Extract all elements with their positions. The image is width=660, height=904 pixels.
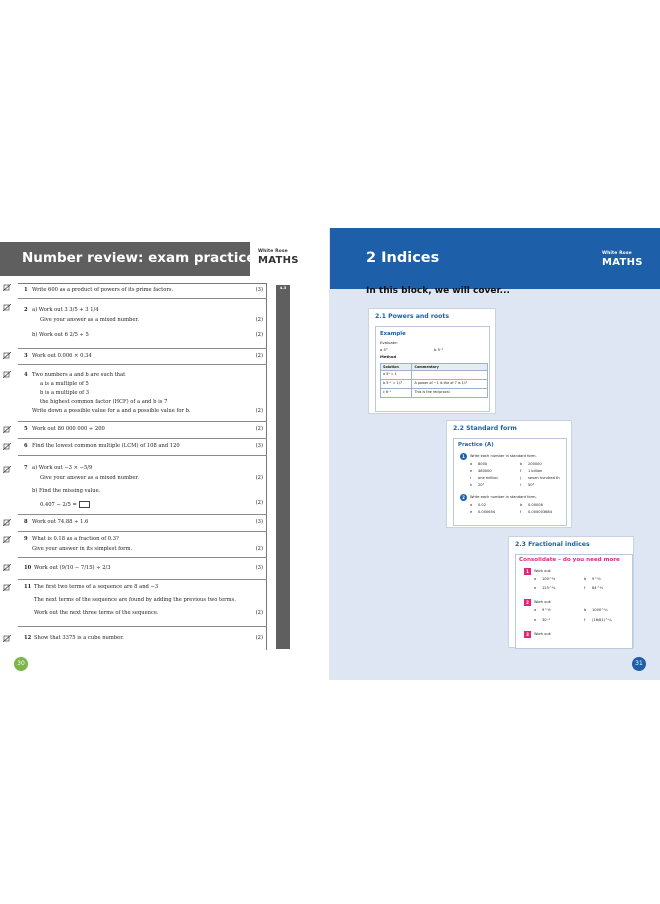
question-badge-3: 3 xyxy=(524,631,531,638)
item-letter: e xyxy=(534,618,537,622)
question-text: Write down a possible value for a and a possible value for b. xyxy=(32,408,191,414)
question-number: 7 xyxy=(24,465,28,471)
practice-title: Practice (A) xyxy=(458,442,494,448)
item-value: 125^⅓ xyxy=(542,586,556,590)
table-header: Solution xyxy=(381,364,412,371)
question-text: Work out 0.006 × 0.34 xyxy=(32,353,92,359)
cover-heading: In this block, we will cover... xyxy=(366,286,510,296)
no-calculator-icon xyxy=(3,564,11,571)
item-value: 0.000003684 xyxy=(528,510,553,514)
question-badge-2: 2 xyxy=(524,599,531,606)
item-value: 20² xyxy=(478,483,485,487)
method-label: Method xyxy=(380,354,397,359)
question-text: Give your answer as a mixed number. xyxy=(40,475,139,481)
question-number: 9 xyxy=(24,536,28,542)
question-number: 11 xyxy=(24,584,32,590)
consolidate-title: Consolidate – do you need more xyxy=(519,557,620,563)
question-8 xyxy=(18,515,267,532)
page-number-right: 31 xyxy=(632,657,646,671)
example-title: Example xyxy=(380,331,406,337)
question-mark: (3) xyxy=(255,565,263,571)
logo-maths-text: MATHS xyxy=(602,256,643,268)
no-calculator-icon xyxy=(3,635,11,642)
no-calculator-icon xyxy=(3,426,11,433)
question-number: 1 xyxy=(24,287,28,293)
item-value: 64^⅓ xyxy=(592,586,604,590)
table-cell: a 5⁰ = 1 xyxy=(381,371,412,380)
question-text: Write 600 as a product of powers of its prime factors. xyxy=(32,287,174,293)
question-number: 12 xyxy=(24,635,32,641)
question-badge-2: 2 xyxy=(460,494,467,501)
question-text: the highest common factor (HCF) of a and b is 7 xyxy=(40,399,168,405)
question-number: 4 xyxy=(24,372,28,378)
item-letter: b xyxy=(520,503,523,507)
item-letter: f xyxy=(520,510,522,514)
question-text: b is a multiple of 3 xyxy=(40,390,90,396)
question-4 xyxy=(18,365,267,422)
question-3 xyxy=(18,349,267,365)
question-text: Two numbers a and b are such that xyxy=(32,372,126,378)
right-page xyxy=(330,228,660,680)
question-mark: (2) xyxy=(255,610,263,616)
missing-value-line xyxy=(40,501,90,509)
question-text: Find the lowest common multiple (LCM) of 108 and 120 xyxy=(32,443,180,449)
card-fractional-indices xyxy=(508,536,634,648)
item-value: 0.000654 xyxy=(478,510,496,514)
item-letter: a xyxy=(470,503,473,507)
item-letter: k xyxy=(470,483,473,487)
no-calculator-icon xyxy=(3,443,11,450)
question-mark: (2) xyxy=(255,500,263,506)
no-calculator-icon xyxy=(3,352,11,359)
question-text: What is 0.18 as a fraction of 0.3? xyxy=(32,536,119,542)
card-heading: 2.3 Fractional indices xyxy=(515,541,590,548)
question-text: Write each number in standard form. xyxy=(470,454,537,458)
item-letter: e xyxy=(470,469,473,473)
question-11 xyxy=(18,580,267,627)
question-number: 6 xyxy=(24,443,28,449)
table-cell: This is the reciprocal xyxy=(412,389,488,398)
practice-panel xyxy=(453,438,567,526)
item-letter: a xyxy=(534,577,537,581)
question-text: Give your answer as a mixed number. xyxy=(40,317,139,323)
item-value: one million xyxy=(478,476,498,480)
question-text: Work out 80 000 000 ÷ 200 xyxy=(32,426,105,432)
right-page-title: 2 Indices xyxy=(366,250,440,266)
item-letter: f xyxy=(584,586,586,590)
left-page-header xyxy=(0,242,256,276)
no-calculator-icon xyxy=(3,304,11,311)
left-page-title: Number review: exam practice xyxy=(22,250,256,266)
item-letter: l xyxy=(520,483,521,487)
question-text: Work out: xyxy=(534,600,552,604)
question-10 xyxy=(18,558,267,580)
question-text: The first two terms of a sequence are 8 and −3 xyxy=(34,584,159,590)
table-row xyxy=(381,389,488,398)
question-text: Work out: xyxy=(534,569,552,573)
item-letter: f xyxy=(520,469,522,473)
table-header: Commentary xyxy=(412,364,488,371)
card-standard-form xyxy=(446,420,572,528)
consolidate-panel xyxy=(515,554,633,649)
question-6 xyxy=(18,439,267,456)
page-number-left: 30 xyxy=(14,657,28,671)
question-5 xyxy=(18,422,267,439)
item-value: 0.00006 xyxy=(528,503,543,507)
item-letter: e xyxy=(470,510,473,514)
question-number: 8 xyxy=(24,519,28,525)
no-calculator-icon xyxy=(3,466,11,473)
question-2 xyxy=(18,299,267,349)
item-letter: j xyxy=(520,476,521,480)
solution-table xyxy=(380,363,488,398)
item-value: 1 billion xyxy=(528,469,543,473)
item-value: (16/81)^¼ xyxy=(592,618,612,622)
no-calculator-icon xyxy=(3,536,11,543)
logo-small-text: White Rose xyxy=(258,249,288,254)
item-letter: a xyxy=(534,608,537,612)
question-text: 0.407 − 2/5 = xyxy=(40,502,77,508)
item-value: 8000 xyxy=(478,462,488,466)
example-panel xyxy=(375,326,490,412)
question-text: Show that 3375 is a cube number. xyxy=(34,635,124,641)
item-value: 9^½ xyxy=(592,577,601,581)
question-badge-1: 1 xyxy=(524,568,531,575)
item-letter: i xyxy=(470,476,471,480)
side-tab-strip xyxy=(276,285,290,649)
no-calculator-icon xyxy=(3,371,11,378)
logo-small-text: White Rose xyxy=(602,251,632,256)
item-value: 9^½ xyxy=(542,608,551,612)
question-mark: (3) xyxy=(255,519,263,525)
logo-maths-text: MATHS xyxy=(258,254,299,266)
question-1 xyxy=(18,284,267,299)
question-mark: (2) xyxy=(255,546,263,552)
left-page xyxy=(0,228,330,680)
white-rose-maths-logo xyxy=(258,250,299,266)
question-text: Work out: xyxy=(534,632,552,636)
part-a: a 5⁰ xyxy=(380,347,388,352)
item-value: 480000 xyxy=(478,469,492,473)
item-value: 50³ xyxy=(528,483,535,487)
item-letter: a xyxy=(470,462,473,466)
tab-label: 4–5 xyxy=(279,286,287,290)
item-value: 30⁻¹ xyxy=(542,618,550,622)
question-text: a is a multiple of 5 xyxy=(40,381,89,387)
question-12 xyxy=(18,627,267,651)
item-value: seven hundred th xyxy=(528,476,560,480)
table-cell xyxy=(412,371,488,380)
question-text: a) Work out −3 × −5/9 xyxy=(32,465,93,471)
question-mark: (2) xyxy=(255,635,263,641)
question-text: Work out the next three terms of the sequence. xyxy=(34,610,159,616)
question-mark: (2) xyxy=(255,426,263,432)
card-heading: 2.1 Powers and roots xyxy=(375,313,450,320)
item-letter: b xyxy=(520,462,523,466)
question-badge-1: 1 xyxy=(460,453,467,460)
card-heading: 2.2 Standard form xyxy=(453,425,517,432)
question-text: The next terms of the sequence are found by adding the previous two terms. xyxy=(34,597,236,603)
item-letter: b xyxy=(584,577,587,581)
table-cell: b 5⁻¹ = 1/7 xyxy=(381,380,412,389)
question-number: 3 xyxy=(24,353,28,359)
table-row xyxy=(381,371,488,380)
question-mark: (2) xyxy=(255,317,263,323)
table-cell: c 6⁻¹ xyxy=(381,389,412,398)
question-text: a) Work out 3 3/5 + 3 1/4 xyxy=(32,307,99,313)
no-calculator-icon xyxy=(3,584,11,591)
question-number: 10 xyxy=(24,565,32,571)
evaluate-label: Evaluate: xyxy=(380,340,398,345)
item-value: 100^½ xyxy=(542,577,556,581)
exam-questions xyxy=(18,283,267,650)
question-text: Work out (9/10 − 7/15) ÷ 2/3 xyxy=(34,565,111,571)
item-value: 200000 xyxy=(528,462,542,466)
item-value: 1000^⅓ xyxy=(592,608,608,612)
no-calculator-icon xyxy=(3,284,11,291)
question-text: b) Find the missing value. xyxy=(32,488,101,494)
question-mark: (3) xyxy=(255,443,263,449)
item-letter: e xyxy=(534,586,537,590)
question-number: 2 xyxy=(24,307,28,313)
question-mark: (2) xyxy=(255,408,263,414)
table-row xyxy=(381,380,488,389)
answer-box[interactable] xyxy=(79,501,90,508)
question-mark: (2) xyxy=(255,353,263,359)
question-number: 5 xyxy=(24,426,28,432)
question-mark: (3) xyxy=(255,287,263,293)
white-rose-maths-logo xyxy=(602,252,643,268)
question-mark: (2) xyxy=(255,332,263,338)
question-text: Write each number in standard form. xyxy=(470,495,537,499)
card-powers-and-roots xyxy=(368,308,496,414)
item-value: 0.02 xyxy=(478,503,487,507)
question-9 xyxy=(18,532,267,558)
question-text: Give your answer in its simplest form. xyxy=(32,546,133,552)
no-calculator-icon xyxy=(3,519,11,526)
item-letter: f xyxy=(584,618,586,622)
part-b: b 5⁻¹ xyxy=(434,347,444,352)
table-cell: A power of −1 is the of 7 is 1/7 xyxy=(412,380,488,389)
question-mark: (2) xyxy=(255,475,263,481)
item-letter: b xyxy=(584,608,587,612)
question-text: b) Work out 6 2/5 ÷ 5 xyxy=(32,332,89,338)
question-7 xyxy=(18,456,267,515)
question-text: Work out 74.88 ÷ 1.6 xyxy=(32,519,89,525)
